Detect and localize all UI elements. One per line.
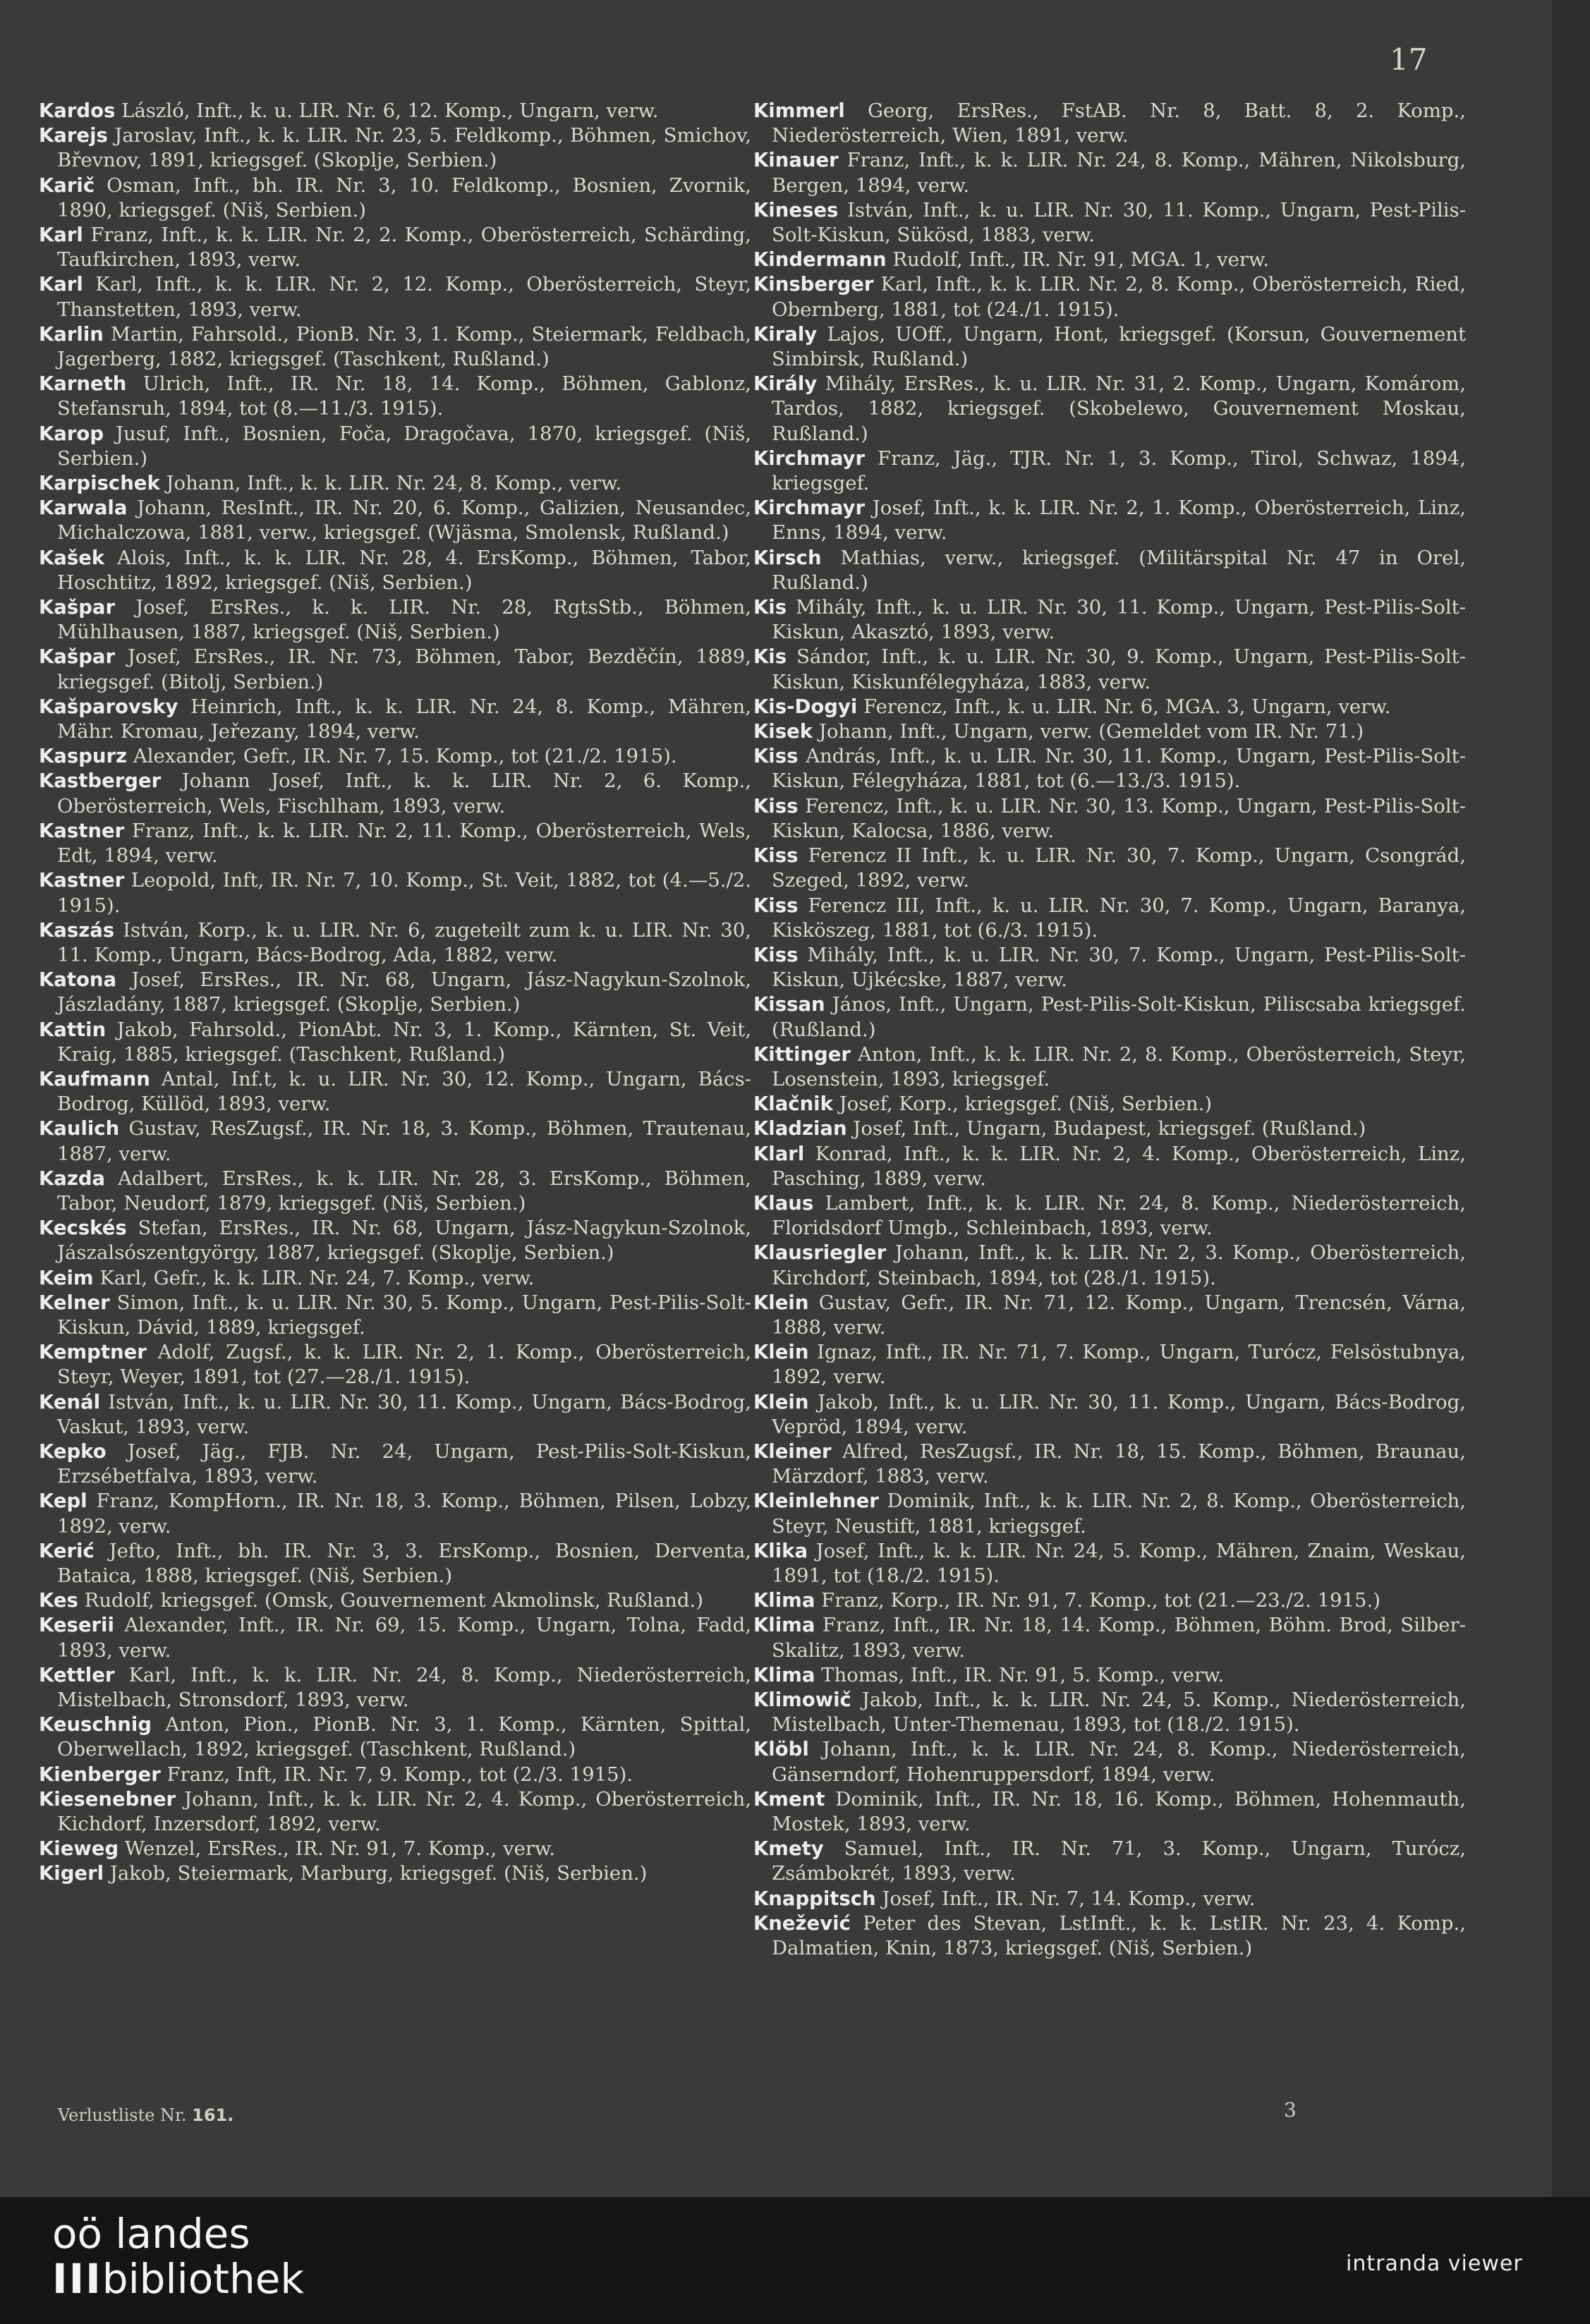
- list-entry: [39, 868, 751, 918]
- entry-surname: Kieweg: [39, 1837, 119, 1861]
- entry-details: Lambert, Inft., k. k. LIR. Nr. 24, 8. Komp., Niederösterreich, Floridsdorf Umgb., Schleinbach, 1893, verw.: [772, 1191, 1466, 1240]
- entry-surname: Kittinger: [753, 1042, 851, 1066]
- entry-surname: Karpischek: [39, 472, 160, 495]
- list-entry: [39, 595, 751, 645]
- entry-details: Leopold, Inft, IR. Nr. 7, 10. Komp., St. Veit, 1882, tot (4.—5./2. 1915).: [57, 869, 751, 917]
- entry-surname: Kaspurz: [39, 745, 128, 768]
- entry-surname: Kmety: [753, 1837, 824, 1861]
- entry-details: Alexander, Inft., IR. Nr. 69, 15. Komp., Ungarn, Tolna, Fadd, 1893, verw.: [57, 1614, 751, 1662]
- entry-details: Franz, Inft, IR. Nr. 7, 9. Komp., tot (2./3. 1915).: [166, 1763, 633, 1786]
- list-entry: [39, 1390, 751, 1440]
- entry-surname: Kis-Dogyi: [753, 695, 858, 718]
- list-entry: [39, 1018, 751, 1067]
- entry-surname: Kirchmayr: [753, 446, 866, 470]
- list-entry: [753, 794, 1466, 844]
- list-entry: [39, 123, 751, 173]
- list-entry: [753, 992, 1466, 1042]
- list-entry: [753, 99, 1466, 148]
- entry-surname: Karl: [39, 273, 83, 296]
- list-entry: [39, 322, 751, 372]
- list-entry: [753, 446, 1466, 496]
- entry-details: Dominik, Inft., k. k. LIR. Nr. 2, 8. Komp., Oberösterreich, Steyr, Neustift, 1881, kriegsgef.: [772, 1490, 1466, 1538]
- entry-surname: Klima: [753, 1589, 815, 1612]
- list-entry: [39, 546, 751, 595]
- entry-surname: Kepko: [39, 1440, 107, 1463]
- entry-surname: Kiss: [753, 745, 799, 768]
- entry-surname: Karič: [39, 174, 95, 197]
- list-entry: [39, 918, 751, 968]
- entry-details: Jefto, Inft., bh. IR. Nr. 3, 3. ErsKomp., Bosnien, Derventa, Bataica, 1888, kriegsgef. (Niš, Serbien.): [57, 1539, 752, 1587]
- entry-details: Karl, Inft., k. k. LIR. Nr. 2, 12. Komp., Oberösterreich, Steyr, Thanstetten, 1893, verw.: [57, 273, 751, 321]
- entry-surname: Kineses: [753, 198, 839, 221]
- entry-details: Jakob, Inft., k. k. LIR. Nr. 24, 5. Komp., Niederösterreich, Mistelbach, Unter-Themenau, 1893, tot (18./2. 1915).: [772, 1689, 1466, 1736]
- entry-details: Ferencz, Inft., k. u. LIR. Nr. 6, MGA. 3, Ungarn, verw.: [863, 695, 1391, 718]
- entry-details: Johann, Inft., k. k. LIR. Nr. 24, 8. Komp., verw.: [166, 472, 622, 495]
- entry-surname: Kastberger: [39, 769, 162, 793]
- entry-details: Peter des Stevan, LstInft., k. k. LstIR. Nr. 23, 4. Komp., Dalmatien, Knin, 1873, kriegsgef. (Niš, Serbien.): [772, 1911, 1466, 1960]
- entry-details: Ignaz, Inft., IR. Nr. 71, 7. Komp., Ungarn, Turócz, Felsöstubnya, 1892, verw.: [772, 1341, 1466, 1389]
- entry-surname: Kazda: [39, 1167, 106, 1190]
- entry-surname: Klarl: [753, 1142, 805, 1165]
- list-entry: [39, 968, 751, 1017]
- list-entry: [753, 322, 1466, 372]
- entry-surname: Király: [753, 372, 818, 396]
- list-entry: [39, 496, 751, 545]
- entry-details: Ferencz II Inft., k. u. LIR. Nr. 30, 7. Komp., Ungarn, Csongrád, Szeged, 1892, verw.: [772, 844, 1466, 892]
- entry-surname: Kladzian: [753, 1117, 847, 1140]
- entry-details: Franz, Inft., k. k. LIR. Nr. 2, 11. Komp., Oberösterreich, Wels, Edt, 1894, verw.: [57, 819, 751, 868]
- entry-details: Georg, ErsRes., FstAB. Nr. 8, Batt. 8, 2. Komp., Niederösterreich, Wien, 1891, verw.: [772, 99, 1466, 147]
- list-entry: [39, 1340, 751, 1389]
- entry-details: Anton, Inft., k. k. LIR. Nr. 2, 8. Komp., Oberösterreich, Steyr, Losenstein, 1893, kriegsgef.: [772, 1042, 1466, 1090]
- list-entry: [753, 1241, 1466, 1290]
- list-entry: [753, 1588, 1466, 1613]
- entry-details: Gustav, ResZugsf., IR. Nr. 18, 3. Komp., Böhmen, Trautenau, 1887, verw.: [57, 1117, 751, 1165]
- entry-details: Johann, ResInft., IR. Nr. 20, 6. Komp., Galizien, Neusandec, Michalczowa, 1881, verw., kriegsgef. (Wjäsma, Smolensk, Rußland.): [57, 497, 751, 545]
- logo-word: bibliothek: [102, 2255, 304, 2303]
- list-entry: [753, 1688, 1466, 1737]
- entry-details: Jakob, Fahrsold., PionAbt. Nr. 3, 1. Komp., Kärnten, St. Veit, Kraig, 1885, kriegsgef. (Taschkent, Rußland.): [57, 1018, 751, 1066]
- entry-surname: Kiss: [753, 844, 799, 868]
- list-entry: [753, 1539, 1466, 1588]
- entry-details: Josef, Inft., k. k. LIR. Nr. 24, 5. Komp., Mähren, Znaim, Weskau, 1891, tot (18./2. 1915).: [772, 1539, 1466, 1587]
- list-entry: [753, 1440, 1466, 1489]
- entry-details: Johann, Inft., k. k. LIR. Nr. 24, 8. Komp., Niederösterreich, Gänserndorf, Hohenruppersdorf, 1894, verw.: [772, 1738, 1466, 1786]
- entry-details: Mihály, Inft., k. u. LIR. Nr. 30, 7. Komp., Ungarn, Pest-Pilis-Solt-Kiskun, Ujkécske, 1887, verw.: [772, 943, 1466, 992]
- entry-surname: Kiraly: [753, 322, 818, 346]
- list-entry: [753, 1092, 1466, 1117]
- entry-surname: Klein: [753, 1291, 809, 1314]
- entry-details: Lajos, UOff., Ungarn, Hont, kriegsgef. (Korsun, Gouvernement Simbirsk, Rußland.): [772, 322, 1466, 371]
- entry-surname: Karlin: [39, 322, 104, 346]
- entry-details: Franz, KompHorn., IR. Nr. 18, 3. Komp., Böhmen, Pilsen, Lobzy, 1892, verw.: [57, 1490, 751, 1538]
- entry-details: Osman, Inft., bh. IR. Nr. 3, 10. Feldkomp., Bosnien, Zvornik, 1890, kriegsgef. (Niš, Serbien.): [57, 174, 751, 221]
- entry-surname: Kenál: [39, 1390, 101, 1413]
- list-entry: [753, 148, 1466, 197]
- list-entry: [753, 719, 1466, 744]
- list-entry: [753, 1787, 1466, 1837]
- entry-surname: Kienberger: [39, 1763, 161, 1786]
- entry-details: Adalbert, ErsRes., k. k. LIR. Nr. 28, 3. ErsKomp., Böhmen, Tabor, Neudorf, 1879, kriegsgef. (Niš, Serbien.): [57, 1167, 751, 1215]
- entry-details: Franz, Jäg., TJR. Nr. 1, 3. Komp., Tirol, Schwaz, 1894, kriegsgef.: [772, 446, 1466, 495]
- entry-surname: Kašek: [39, 546, 105, 569]
- entry-details: Johann Josef, Inft., k. k. LIR. Nr. 2, 6. Komp., Oberösterreich, Wels, Fischlham, 1893, verw.: [57, 769, 751, 817]
- entry-surname: Klaus: [753, 1191, 814, 1215]
- entry-details: Simon, Inft., k. u. LIR. Nr. 30, 5. Komp., Ungarn, Pest-Pilis-Solt-Kiskun, Dávid, 1889, kriegsgef.: [57, 1291, 751, 1339]
- entry-surname: Kis: [753, 645, 787, 669]
- list-entry: [39, 645, 751, 694]
- entry-surname: Kašpar: [39, 645, 116, 669]
- entry-surname: Karl: [39, 224, 83, 247]
- list-entry: [39, 1787, 751, 1837]
- entry-surname: Klačnik: [753, 1093, 833, 1116]
- list-entry: [39, 1837, 751, 1861]
- footer-label: Verlustliste Nr.: [58, 2105, 193, 2125]
- entry-details: Martin, Fahrsold., PionB. Nr. 3, 1. Komp., Steiermark, Feldbach, Jagerberg, 1882, kriegsgef. (Taschkent, Rußland.): [57, 322, 751, 371]
- list-entry: [39, 1613, 751, 1662]
- entry-surname: Kepl: [39, 1490, 87, 1513]
- list-entry: [753, 645, 1466, 694]
- entry-surname: Kirsch: [753, 546, 822, 569]
- entry-surname: Keim: [39, 1266, 94, 1289]
- list-entry: [39, 1588, 751, 1613]
- list-entry: [753, 1191, 1466, 1241]
- list-entry: [753, 372, 1466, 446]
- entry-surname: Kiss: [753, 894, 799, 917]
- entry-details: Josef, Inft., Ungarn, Budapest, kriegsgef. (Rußland.): [853, 1117, 1366, 1140]
- footer-issue-number: 161.: [192, 2105, 234, 2125]
- entry-surname: Klausriegler: [753, 1241, 887, 1265]
- list-entry: [753, 1340, 1466, 1389]
- list-entry: [39, 1266, 751, 1291]
- entry-surname: Kindermann: [753, 248, 887, 272]
- entry-details: Franz, Inft., IR. Nr. 18, 14. Komp., Böhmen, Böhm. Brod, Silber-Skalitz, 1893, verw.: [772, 1614, 1466, 1662]
- entry-surname: Karneth: [39, 372, 127, 396]
- entry-surname: Kiesenebner: [39, 1787, 176, 1811]
- list-entry: [753, 1911, 1466, 1961]
- entry-surname: Kinauer: [753, 149, 839, 172]
- list-entry: [753, 1663, 1466, 1688]
- entry-details: Dominik, Inft., IR. Nr. 18, 16. Komp., Böhmen, Hohenmauth, Mostek, 1893, verw.: [772, 1787, 1466, 1836]
- entry-surname: Klima: [753, 1614, 815, 1637]
- page-number: 17: [1390, 42, 1428, 77]
- entry-details: Alfred, ResZugsf., IR. Nr. 18, 15. Komp., Böhmen, Braunau, Märzdorf, 1883, verw.: [772, 1440, 1467, 1488]
- entry-details: Johann, Inft., Ungarn, verw. (Gemeldet vom IR. Nr. 71.): [818, 720, 1364, 743]
- list-entry: [39, 1489, 751, 1538]
- entry-details: Josef, ErsRes., IR. Nr. 73, Böhmen, Tabor, Bezděčín, 1889, kriegsgef. (Bitolj, Serbien.): [57, 645, 751, 693]
- entry-details: János, Inft., Ungarn, Pest-Pilis-Solt-Kiskun, Piliscsaba kriegsgef. (Rußland.): [772, 993, 1466, 1041]
- entry-details: Ulrich, Inft., IR. Nr. 18, 14. Komp., Böhmen, Gablonz, Stefansruh, 1894, tot (8.—11./3. 1915).: [57, 372, 751, 420]
- entry-details: Samuel, Inft., IR. Nr. 71, 3. Komp., Ungarn, Turócz, Zsámbokrét, 1893, verw.: [772, 1837, 1466, 1885]
- entry-details: Rudolf, kriegsgef. (Omsk, Gouvernement Akmolinsk, Rußland.): [84, 1589, 703, 1612]
- viewer-label: intranda viewer: [1346, 2251, 1523, 2276]
- entry-surname: Kissan: [753, 993, 825, 1016]
- list-entry: [39, 1763, 751, 1787]
- list-entry: [753, 198, 1466, 248]
- entry-surname: Katona: [39, 968, 117, 992]
- logo-line-1: oö landes: [52, 2210, 250, 2258]
- entry-surname: Kleinlehner: [753, 1490, 879, 1513]
- list-entry: [753, 943, 1466, 992]
- entry-surname: Kašpar: [39, 596, 116, 619]
- entry-surname: Klöbl: [753, 1738, 809, 1761]
- entry-details: Wenzel, ErsRes., IR. Nr. 91, 7. Komp., verw.: [124, 1837, 556, 1861]
- entry-surname: Knežević: [753, 1911, 851, 1935]
- entry-details: Josef, ErsRes., IR. Nr. 68, Ungarn, Jász-Nagykun-Szolnok, Jászladány, 1887, kriegsgef. (Skoplje, Serbien.): [57, 968, 751, 1016]
- entry-surname: Karejs: [39, 124, 108, 147]
- entry-surname: Kattin: [39, 1018, 107, 1041]
- entry-surname: Kimmerl: [753, 99, 845, 122]
- list-entry: [39, 1539, 751, 1588]
- list-entry: [753, 695, 1466, 719]
- page-edge: [1552, 0, 1590, 2197]
- list-entry: [753, 272, 1466, 322]
- list-entry: [39, 1117, 751, 1166]
- list-entry: [39, 1291, 751, 1340]
- entry-details: István, Inft., k. u. LIR. Nr. 30, 11. Komp., Ungarn, Bács-Bodrog, Vaskut, 1893, verw.: [57, 1390, 751, 1438]
- entry-surname: Kis: [753, 596, 787, 619]
- entry-details: Franz, Inft., k. k. LIR. Nr. 24, 8. Komp., Mähren, Nikolsburg, Bergen, 1894, verw.: [772, 149, 1466, 197]
- entry-surname: Klein: [753, 1341, 809, 1364]
- entry-details: Konrad, Inft., k. k. LIR. Nr. 2, 4. Komp., Oberösterreich, Linz, Pasching, 1889, verw.: [772, 1142, 1467, 1190]
- library-logo: [52, 2211, 304, 2301]
- list-entry: [39, 99, 751, 123]
- entry-surname: Kiss: [753, 794, 799, 817]
- list-entry: [39, 174, 751, 223]
- entry-surname: Kirchmayr: [753, 497, 866, 520]
- entry-details: Josef, ErsRes., k. k. LIR. Nr. 28, RgtsStb., Böhmen, Mühlhausen, 1887, kriegsgef. (Niš, Serbien.): [57, 596, 751, 644]
- list-entry: [39, 1663, 751, 1712]
- entry-details: Ferencz, Inft., k. u. LIR. Nr. 30, 13. Komp., Ungarn, Pest-Pilis-Solt-Kiskun, Kalocsa, 1886, verw.: [772, 794, 1466, 842]
- list-entry: [39, 223, 751, 272]
- right-column: [753, 99, 1466, 1961]
- list-entry: [39, 422, 751, 471]
- entry-details: Franz, Korp., IR. Nr. 91, 7. Komp., tot (21.—23./2. 1915.): [821, 1589, 1381, 1612]
- entry-details: Jusuf, Inft., Bosnien, Foča, Dragočava, 1870, kriegsgef. (Niš, Serbien.): [57, 422, 751, 470]
- list-entry: [39, 1712, 751, 1762]
- entry-details: Alois, Inft., k. k. LIR. Nr. 28, 4. ErsKomp., Böhmen, Tabor, Hoschtitz, 1892, kriegsgef. (Niš, Serbien.): [57, 546, 751, 594]
- list-entry: [753, 1737, 1466, 1787]
- entry-surname: Kment: [753, 1787, 825, 1811]
- list-entry: [39, 471, 751, 496]
- entry-details: Franz, Inft., k. k. LIR. Nr. 2, 2. Komp., Oberösterreich, Schärding, Taufkirchen, 1893, verw.: [57, 224, 751, 272]
- entry-surname: Kiss: [753, 943, 799, 966]
- list-entry: [753, 894, 1466, 943]
- entry-surname: Klein: [753, 1390, 809, 1413]
- left-column: [39, 99, 751, 1887]
- entry-details: Karl, Inft., k. k. LIR. Nr. 24, 8. Komp., Niederösterreich, Mistelbach, Stronsdorf, 1893, verw.: [57, 1663, 751, 1711]
- list-entry: [753, 1117, 1466, 1141]
- list-entry: [39, 695, 751, 744]
- entry-details: Josef, Jäg., FJB. Nr. 24, Ungarn, Pest-Pilis-Solt-Kiskun, Erzsébetfalva, 1893, verw.: [57, 1440, 752, 1488]
- signature-mark: 3: [1284, 2098, 1297, 2122]
- list-entry: [753, 1042, 1466, 1092]
- entry-details: Sándor, Inft., k. u. LIR. Nr. 30, 9. Komp., Ungarn, Pest-Pilis-Solt-Kiskun, Kiskunfélegyháza, 1883, verw.: [772, 645, 1466, 693]
- entry-surname: Kastner: [39, 819, 125, 842]
- logo-bars: III: [52, 2255, 102, 2303]
- entry-details: Johann, Inft., k. k. LIR. Nr. 2, 4. Komp., Oberösterreich, Kichdorf, Inzersdorf, 1892, verw.: [57, 1787, 751, 1836]
- list-entry: [753, 1390, 1466, 1440]
- entry-details: István, Inft., k. u. LIR. Nr. 30, 11. Komp., Ungarn, Pest-Pilis-Solt-Kiskun, Sükösd, 1883, verw.: [772, 198, 1466, 247]
- list-entry: [39, 769, 751, 818]
- entry-details: Adolf, Zugsf., k. k. LIR. Nr. 2, 1. Komp., Oberösterreich, Steyr, Weyer, 1891, tot (27.—28./1. 1915).: [57, 1341, 752, 1389]
- list-entry: [39, 1067, 751, 1117]
- entry-surname: Klimowič: [753, 1689, 851, 1711]
- list-entry: [753, 595, 1466, 645]
- entry-surname: Kleiner: [753, 1440, 832, 1463]
- entry-details: Anton, Pion., PionB. Nr. 3, 1. Komp., Kärnten, Spittal, Oberwellach, 1892, kriegsgef. (Taschkent, Rußland.): [57, 1713, 751, 1761]
- entry-details: Jakob, Inft., k. u. LIR. Nr. 30, 11. Komp., Ungarn, Bács-Bodrog, Vepröd, 1894, verw.: [772, 1390, 1466, 1438]
- list-entry: [39, 1216, 751, 1265]
- logo-line-2: [52, 2256, 304, 2301]
- list-entry: [753, 1887, 1466, 1911]
- list-entry: [39, 372, 751, 421]
- entry-details: Johann, Inft., k. k. LIR. Nr. 2, 3. Komp., Oberösterreich, Kirchdorf, Steinbach, 1894, tot (28./1. 1915).: [772, 1241, 1466, 1289]
- entry-surname: Kašparovsky: [39, 695, 178, 718]
- entry-surname: Kisek: [753, 720, 813, 743]
- entry-details: Mathias, verw., kriegsgef. (Militärspital Nr. 47 in Orel, Rußland.): [772, 546, 1466, 594]
- entry-surname: Keserii: [39, 1614, 114, 1637]
- entry-surname: Kelner: [39, 1291, 110, 1314]
- entry-details: Thomas, Inft., IR. Nr. 91, 5. Komp., verw.: [821, 1663, 1225, 1686]
- entry-details: István, Korp., k. u. LIR. Nr. 6, zugeteilt zum k. u. LIR. Nr. 30, 11. Komp., Ungarn, Bács-Bodrog, Ada, 1882, verw.: [57, 918, 751, 966]
- entry-details: Rudolf, Inft., IR. Nr. 91, MGA. 1, verw.: [892, 248, 1270, 272]
- list-entry: [39, 1440, 751, 1489]
- entry-surname: Knappitsch: [753, 1887, 876, 1910]
- list-entry: [753, 1142, 1466, 1191]
- list-entry: [753, 744, 1466, 793]
- entry-surname: Kaszás: [39, 918, 115, 942]
- entry-surname: Karwala: [39, 497, 128, 520]
- entry-details: Gustav, Gefr., IR. Nr. 71, 12. Komp., Ungarn, Trencsén, Várna, 1888, verw.: [772, 1291, 1467, 1339]
- entry-details: Heinrich, Inft., k. k. LIR. Nr. 24, 8. Komp., Mähren, Mähr. Kromau, Jeřezany, 1894, verw.: [57, 695, 751, 743]
- entry-surname: Kastner: [39, 869, 125, 892]
- entry-details: Karl, Inft., k. k. LIR. Nr. 2, 8. Komp., Oberösterreich, Ried, Obernberg, 1881, tot (24./1. 1915).: [772, 273, 1466, 321]
- list-entry: [753, 1837, 1466, 1886]
- entry-surname: Karop: [39, 422, 104, 445]
- entry-details: Josef, Inft., IR. Nr. 7, 14. Komp., verw.: [882, 1887, 1256, 1910]
- entry-surname: Kinsberger: [753, 273, 874, 296]
- list-entry: [39, 744, 751, 769]
- list-entry: [39, 1861, 751, 1886]
- footer-issue: [58, 2105, 233, 2125]
- entry-details: Josef, Inft., k. k. LIR. Nr. 2, 1. Komp., Oberösterreich, Linz, Enns, 1894, verw.: [772, 497, 1466, 545]
- entry-details: Mihály, ErsRes., k. u. LIR. Nr. 31, 2. Komp., Ungarn, Komárom, Tardos, 1882, kriegsgef. (Skobelewo, Gouvernement Moskau, Rußland.): [772, 372, 1466, 445]
- list-entry: [753, 1291, 1466, 1340]
- entry-details: András, Inft., k. u. LIR. Nr. 30, 11. Komp., Ungarn, Pest-Pilis-Solt-Kiskun, Félegyháza, 1881, tot (6.—13./3. 1915).: [772, 745, 1466, 793]
- list-entry: [753, 1489, 1466, 1538]
- list-entry: [39, 272, 751, 322]
- entry-surname: Kecskés: [39, 1217, 127, 1240]
- entry-surname: Klima: [753, 1663, 815, 1686]
- list-entry: [39, 819, 751, 868]
- entry-surname: Kigerl: [39, 1862, 104, 1885]
- list-entry: [753, 844, 1466, 893]
- entry-surname: Kes: [39, 1589, 78, 1612]
- entry-details: Jakob, Steiermark, Marburg, kriegsgef. (Niš, Serbien.): [109, 1862, 648, 1885]
- entry-surname: Kerić: [39, 1539, 95, 1562]
- entry-details: Karl, Gefr., k. k. LIR. Nr. 24, 7. Komp., verw.: [99, 1266, 535, 1289]
- list-entry: [753, 248, 1466, 272]
- entry-surname: Kettler: [39, 1663, 115, 1686]
- entry-surname: Kaufmann: [39, 1067, 150, 1090]
- entry-surname: Kemptner: [39, 1341, 147, 1364]
- list-entry: [39, 1167, 751, 1216]
- entry-details: Alexander, Gefr., IR. Nr. 7, 15. Komp., tot (21./2. 1915).: [133, 745, 677, 768]
- entry-details: Antal, Inf.t, k. u. LIR. Nr. 30, 12. Komp., Ungarn, Bács-Bodrog, Küllöd, 1893, verw.: [57, 1067, 751, 1116]
- list-entry: [753, 1613, 1466, 1662]
- list-entry: [753, 546, 1466, 595]
- entry-details: Mihály, Inft., k. u. LIR. Nr. 30, 11. Komp., Ungarn, Pest-Pilis-Solt-Kiskun, Akasztó, 1893, verw.: [772, 596, 1466, 644]
- entry-details: Jaroslav, Inft., k. k. LIR. Nr. 23, 5. Feldkomp., Böhmen, Smichov, Břevnov, 1891, kriegsgef. (Skoplje, Serbien.): [57, 124, 752, 172]
- entry-surname: Klika: [753, 1539, 808, 1562]
- entry-details: Josef, Korp., kriegsgef. (Niš, Serbien.): [839, 1093, 1213, 1116]
- list-entry: [753, 496, 1466, 545]
- entry-details: László, Inft., k. u. LIR. Nr. 6, 12. Komp., Ungarn, verw.: [121, 99, 659, 122]
- entry-details: Stefan, ErsRes., IR. Nr. 68, Ungarn, Jász-Nagykun-Szolnok, Jászalsószentgyörgy, 1887, kriegsgef. (Skoplje, Serbien.): [57, 1217, 751, 1265]
- entry-surname: Kardos: [39, 99, 116, 122]
- entry-surname: Keuschnig: [39, 1713, 152, 1736]
- entry-surname: Kaulich: [39, 1117, 120, 1140]
- entry-details: Ferencz III, Inft., k. u. LIR. Nr. 30, 7. Komp., Ungarn, Baranya, Kisköszeg, 1881, tot (6./3. 1915).: [772, 894, 1466, 942]
